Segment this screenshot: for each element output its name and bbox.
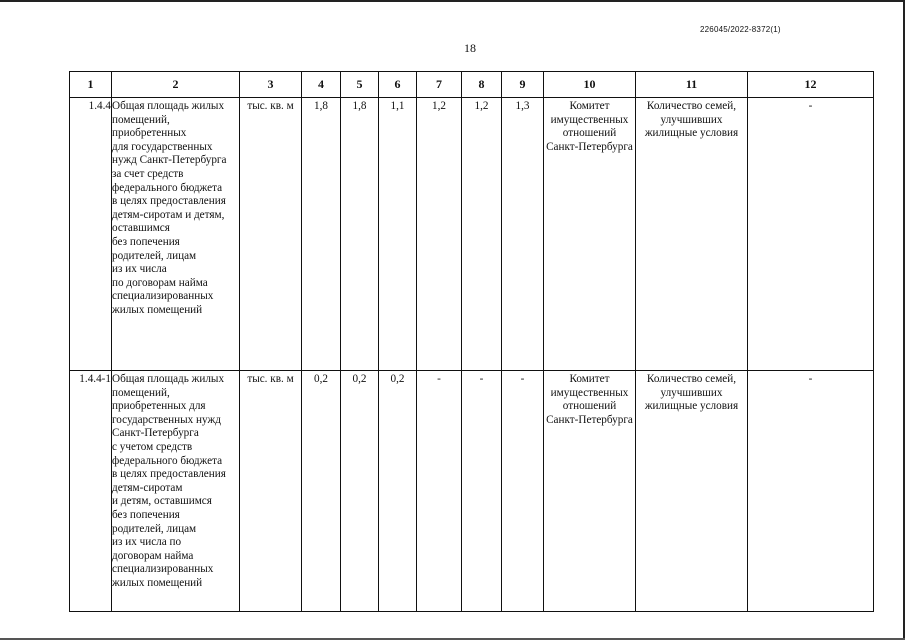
result-indicator-line: улучшивших [660,386,723,399]
column-header: 12 [748,72,874,98]
indicator-name-line: родителей, лицам [112,249,197,262]
indicator-name-line: в целях предоставления [112,468,226,481]
result-indicator [636,371,748,612]
note: - [748,98,874,371]
indicator-name-line: федерального бюджета [112,181,223,194]
column-header: 9 [502,72,544,98]
table-row [70,371,874,612]
result-indicator-line: жилищные условия [644,127,739,140]
unit-of-measure: тыс. кв. м [240,98,302,371]
indicator-name-line: жилых помещений [112,303,203,316]
executor [544,371,636,612]
column-header: 3 [240,72,302,98]
indicator-name-line: Общая площадь жилых [112,100,225,112]
page-number: 18 [464,41,476,55]
column-header: 8 [462,72,502,98]
document-id: 226045/2022-8372(1) [700,25,781,34]
indicator-name-line: по договорам найма [112,276,208,289]
note: - [748,371,874,612]
indicator-name-line: для государственных [112,140,213,153]
column-header: 7 [417,72,462,98]
indicator-name-line: специализированных [112,563,214,576]
value-col-9: - [502,371,544,612]
indicator-name-line: договорам найма [112,549,194,562]
indicator-name-line: без попечения [112,235,180,248]
executor-line: Санкт-Петербурга [546,413,633,426]
executor-line: Комитет [569,100,610,112]
value-col-4: 0,2 [302,371,341,612]
table-body [70,98,874,612]
column-header: 6 [379,72,417,98]
indicator-name-line: детям-сиротам и детям, [112,208,225,221]
indicator-name-line: жилых помещений [112,576,203,589]
indicator-name-line: специализированных [112,290,214,303]
column-header: 1 [70,72,112,98]
result-indicator-line: жилищные условия [644,400,739,413]
value-col-4: 1,8 [302,98,341,371]
executor-line: отношений [562,127,617,140]
indicator-name-line: приобретенных для [112,400,206,413]
indicator-name-line: с учетом средств [112,440,193,453]
indicator-name-line: помещений, [112,386,170,399]
indicator-name [112,371,240,612]
column-header: 10 [544,72,636,98]
value-col-5: 1,8 [341,98,379,371]
column-header: 4 [302,72,341,98]
indicator-name-line: Санкт-Петербурга [112,427,199,440]
executor-line: имущественных [550,113,629,126]
indicator-name-line: без попечения [112,508,180,521]
indicator-name-line: из их числа по [112,536,182,549]
value-col-7: 1,2 [417,98,462,371]
result-indicator-line: улучшивших [660,113,723,126]
column-header: 2 [112,72,240,98]
value-col-8: - [462,371,502,612]
indicators-table [69,71,874,612]
value-col-6: 1,1 [379,98,417,371]
column-header: 11 [636,72,748,98]
executor-line: Санкт-Петербурга [546,140,633,153]
indicator-name-line: и детям, оставшимся [112,495,212,508]
result-indicator-line: Количество семей, [646,100,737,112]
executor [544,98,636,371]
row-number: 1.4.4 [70,98,112,371]
table-row [70,98,874,371]
indicator-name-line: за счет средств [112,167,184,180]
indicator-name-line: в целях предоставления [112,195,226,208]
indicator-name-line: родителей, лицам [112,522,197,535]
indicator-name-line: Общая площадь жилых [112,373,225,385]
table-header-row [70,72,874,98]
result-indicator-line: Количество семей, [646,373,737,385]
indicator-name-line: государственных нужд [112,413,221,426]
indicator-name-line: помещений, [112,113,170,126]
value-col-9: 1,3 [502,98,544,371]
indicator-name-line: нужд Санкт-Петербурга [112,154,227,167]
executor-line: имущественных [550,386,629,399]
value-col-5: 0,2 [341,371,379,612]
indicator-name-line: приобретенных [112,127,187,140]
indicator-name-line: детям-сиротам [112,481,183,494]
column-header: 5 [341,72,379,98]
value-col-8: 1,2 [462,98,502,371]
result-indicator [636,98,748,371]
executor-line: Комитет [569,373,610,385]
indicator-name-line: федерального бюджета [112,454,223,467]
scan-edge-top [0,0,905,2]
indicator-name-line: из их числа [112,263,167,276]
indicator-name [112,98,240,371]
value-col-7: - [417,371,462,612]
executor-line: отношений [562,400,617,413]
indicator-name-line: оставшимся [112,222,170,235]
row-number: 1.4.4-1 [70,371,112,612]
unit-of-measure: тыс. кв. м [240,371,302,612]
value-col-6: 0,2 [379,371,417,612]
